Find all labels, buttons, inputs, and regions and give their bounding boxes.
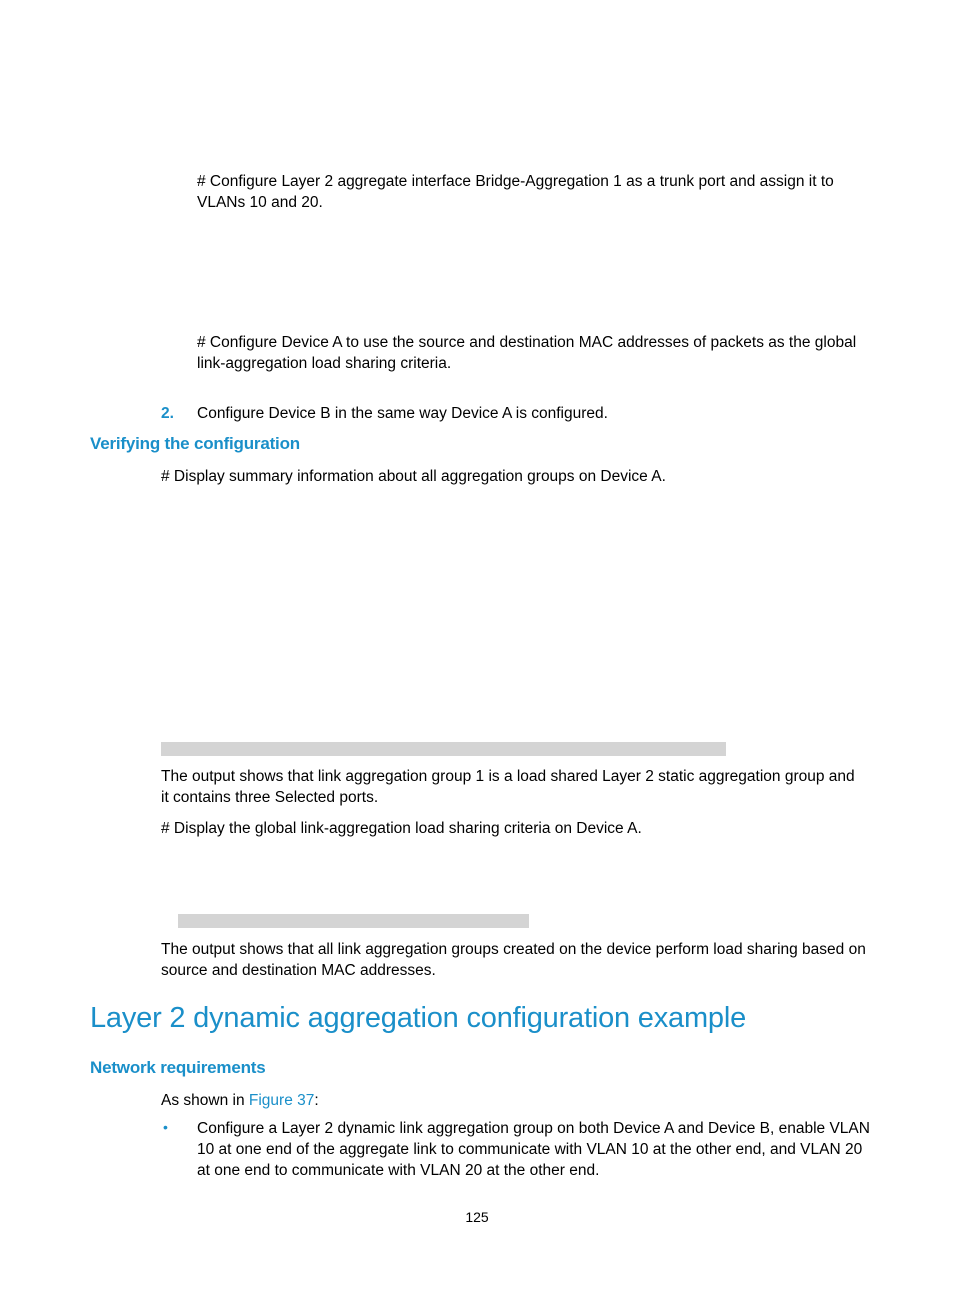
- section-heading-network-requirements: Network requirements: [90, 1058, 266, 1077]
- paragraph-line: link-aggregation load sharing criteria.: [197, 355, 452, 372]
- paragraph-line: at one end to communicate with VLAN 20 at the other end.: [197, 1162, 600, 1179]
- highlight-bar: [178, 914, 529, 928]
- main-section-heading: Layer 2 dynamic aggregation configuration example: [90, 1002, 746, 1034]
- output-explanation-paragraph: [161, 939, 866, 981]
- bullet-item: [197, 1118, 870, 1181]
- bullet-icon: •: [163, 1119, 168, 1135]
- display-criteria-paragraph: # Display the global link-aggregation load sharing criteria on Device A.: [161, 820, 642, 837]
- figure-37-link[interactable]: Figure 37: [248, 1092, 315, 1109]
- step-number: 2.: [161, 405, 174, 422]
- figure-reference-prefix: As shown in: [161, 1092, 249, 1109]
- paragraph-line: 10 at one end of the aggregate link to communicate with VLAN 10 at the other end, and VLAN 20: [197, 1141, 863, 1158]
- figure-reference-suffix: :: [314, 1092, 319, 1109]
- paragraph-line: VLANs 10 and 20.: [197, 194, 323, 211]
- paragraph-line: The output shows that all link aggregation groups created on the device perform load sharing based on: [161, 941, 866, 958]
- highlight-bar: [161, 742, 726, 756]
- page-number: 125: [465, 1209, 489, 1225]
- step-text: Configure Device B in the same way Device A is configured.: [197, 405, 608, 422]
- paragraph-line: Configure a Layer 2 dynamic link aggregation group on both Device A and Device B, enable VLAN: [197, 1120, 870, 1137]
- section-heading-verifying: Verifying the configuration: [90, 434, 300, 453]
- configure-trunk-paragraph: [197, 171, 834, 213]
- paragraph-line: # Configure Device A to use the source and destination MAC addresses of packets as the global: [197, 334, 857, 351]
- configure-load-sharing-paragraph: [197, 332, 856, 374]
- paragraph-line: # Configure Layer 2 aggregate interface Bridge-Aggregation 1 as a trunk port and assign it to: [197, 173, 834, 190]
- display-summary-paragraph: # Display summary information about all aggregation groups on Device A.: [161, 468, 666, 485]
- paragraph-line: source and destination MAC addresses.: [161, 962, 436, 979]
- paragraph-line: it contains three Selected ports.: [161, 789, 379, 806]
- paragraph-line: The output shows that link aggregation group 1 is a load shared Layer 2 static aggregation group and: [161, 768, 855, 785]
- figure-reference-paragraph: [161, 1090, 319, 1111]
- output-explanation-paragraph: [161, 766, 855, 808]
